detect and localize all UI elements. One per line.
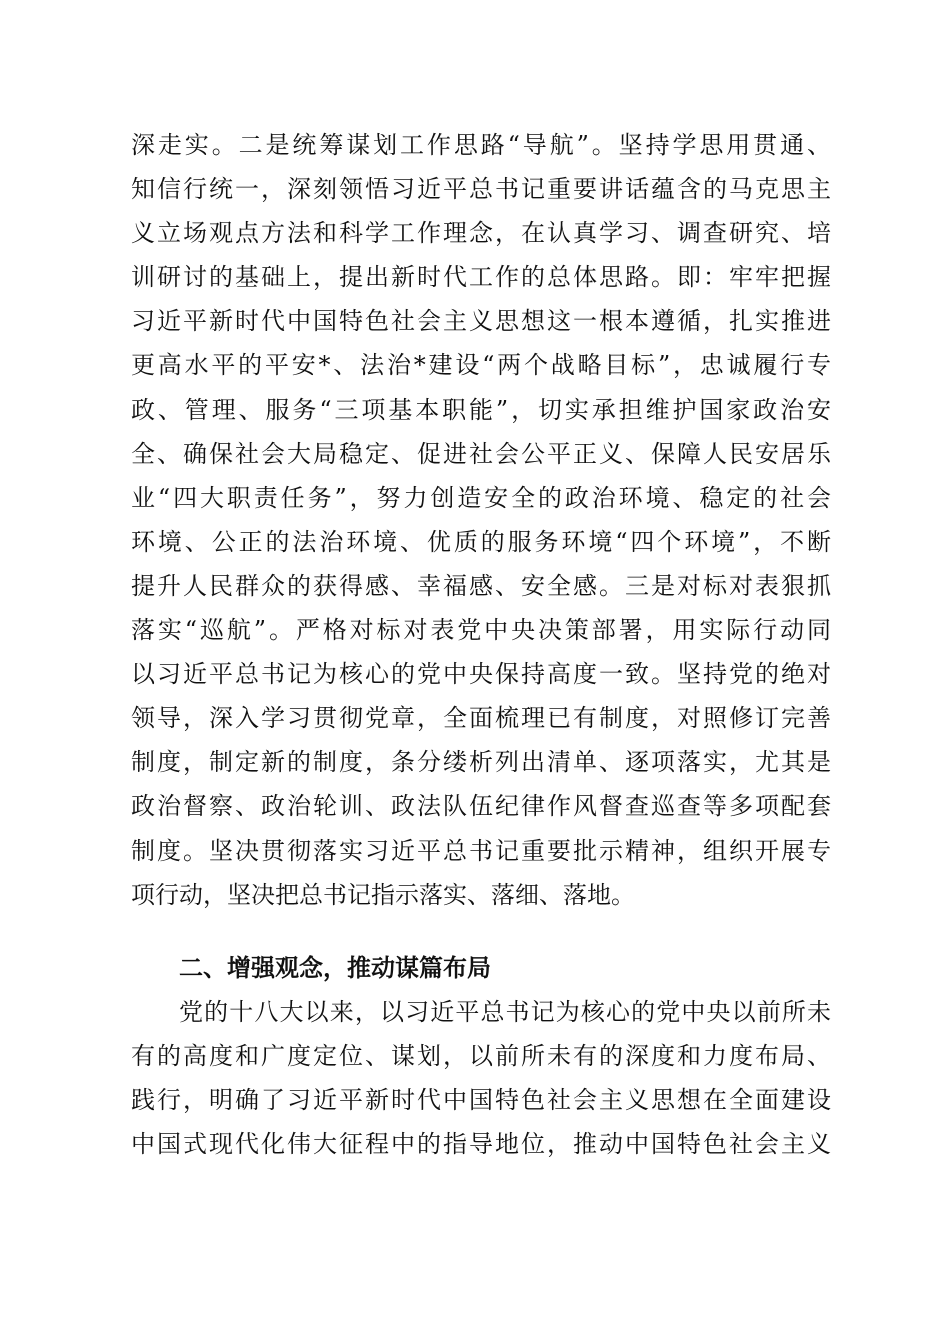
- paragraph-1-line: 以习近平总书记为核心的党中央保持高度一致。坚持党的绝对: [131, 660, 831, 689]
- section-heading: 二、增强观念，推动谋篇布局: [179, 954, 491, 982]
- paragraph-1-line: 落实“巡航”。严格对标对表党中央决策部署，用实际行动同: [131, 616, 831, 645]
- paragraph-2-line: 党的十八大以来，以习近平总书记为核心的党中央以前所未: [179, 998, 831, 1026]
- paragraph-1-line: 全、确保社会大局稳定、促进社会公平正义、保障人民安居乐: [131, 439, 831, 468]
- section-heading-block: [131, 946, 831, 990]
- paragraph-2-line: 有的高度和广度定位、谋划，以前所未有的深度和力度布局、: [131, 1042, 831, 1071]
- paragraph-1-line: 政治督察、政治轮训、政法队伍纪律作风督查巡查等多项配套: [131, 792, 831, 821]
- paragraph-1-line: 政、管理、服务“三项基本职能”，切实承担维护国家政治安: [131, 395, 831, 424]
- paragraph-1-line: 训研讨的基础上，提出新时代工作的总体思路。即：牢牢把握: [131, 263, 831, 292]
- paragraph-2-line: 践行，明确了习近平新时代中国特色社会主义思想在全面建设: [131, 1086, 831, 1115]
- paragraph-2-line: 中国式现代化伟大征程中的指导地位，推动中国特色社会主义: [131, 1130, 831, 1159]
- paragraph-1-line: 深走实。二是统筹谋划工作思路“导航”。坚持学思用贯通、: [131, 131, 831, 159]
- paragraph-1: [131, 123, 831, 917]
- paragraph-2: [131, 990, 831, 1166]
- paragraph-1-line: 更高水平的平安*、法治*建设“两个战略目标”，忠诚履行专: [131, 351, 831, 380]
- paragraph-1-line: 制度。坚决贯彻落实习近平总书记重要批示精神，组织开展专: [131, 836, 831, 865]
- paragraph-1-line: 义立场观点方法和科学工作理念，在认真学习、调查研究、培: [131, 219, 831, 248]
- paragraph-1-line: 领导，深入学习贯彻党章，全面梳理已有制度，对照修订完善: [131, 704, 831, 733]
- paragraph-1-line: 业“四大职责任务”，努力创造安全的政治环境、稳定的社会: [131, 483, 831, 512]
- paragraph-1-line: 环境、公正的法治环境、优质的服务环境“四个环境”，不断: [131, 527, 831, 556]
- paragraph-1-line: 制度，制定新的制度，条分缕析列出清单、逐项落实，尤其是: [131, 748, 831, 777]
- paragraph-1-line: 习近平新时代中国特色社会主义思想这一根本遵循，扎实推进: [131, 307, 831, 336]
- paragraph-1-line: 知信行统一，深刻领悟习近平总书记重要讲话蕴含的马克思主: [131, 175, 831, 204]
- paragraph-1-line: 项行动，坚决把总书记指示落实、落细、落地。: [131, 880, 635, 909]
- paragraph-1-line: 提升人民群众的获得感、幸福感、安全感。三是对标对表狠抓: [131, 571, 831, 600]
